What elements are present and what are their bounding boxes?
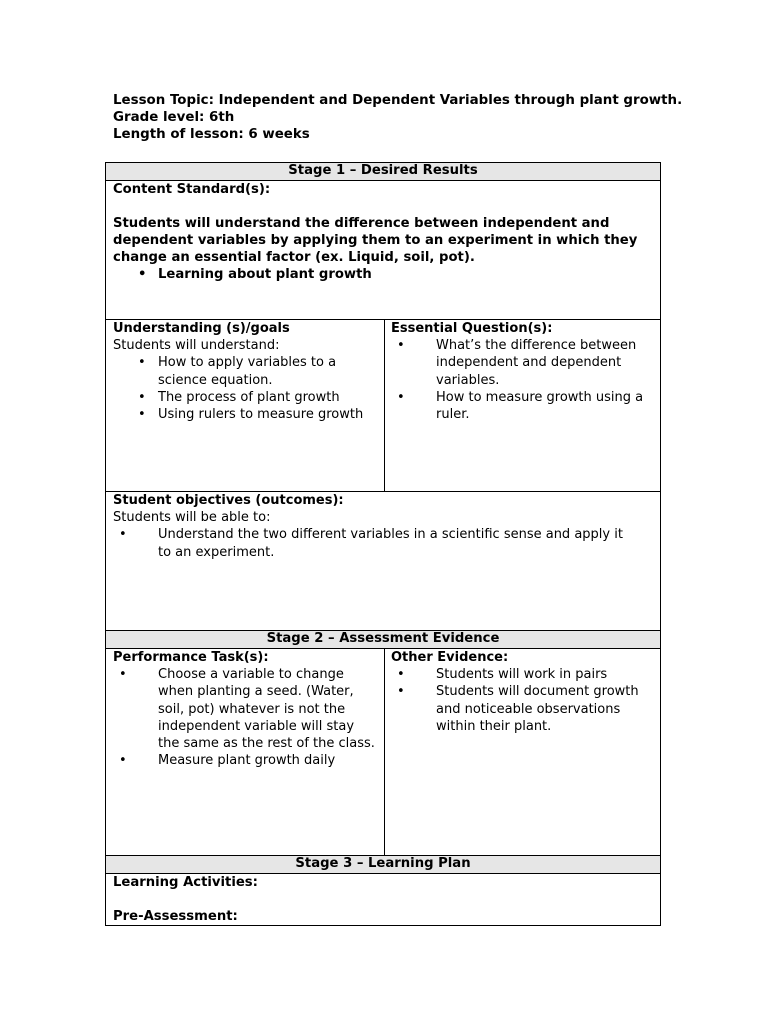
objectives-intro: Students will be able to: (113, 510, 271, 526)
content-standards-list (113, 266, 653, 283)
content-standards-label: Content Standard(s): (113, 182, 271, 197)
list-item: • Students will document growth and noticeable observations within their plant. (391, 683, 653, 735)
objectives-list (113, 526, 653, 560)
objectives-section (106, 492, 660, 631)
objectives-label: Student objectives (outcomes): (113, 493, 344, 508)
other-evidence-list (391, 666, 653, 735)
content-standards-text: Students will understand the difference between independent and dependent variables by applying them to an experiment in which they change an essential factor (ex. Liquid, soil, pot). (113, 216, 638, 265)
list-item: • Measure plant growth daily (113, 752, 377, 769)
list-item: • How to measure growth using a ruler. (391, 389, 653, 423)
lesson-length: Length of lesson: 6 weeks (113, 127, 310, 142)
lesson-topic: Lesson Topic: Independent and Dependent Variables through plant growth. (113, 93, 683, 108)
stage1-heading: Stage 1 – Desired Results (106, 163, 660, 181)
list-item: • Using rulers to measure growth (113, 406, 377, 423)
understanding-row (106, 320, 660, 492)
list-item: • Understand the two different variables in a scientific sense and apply it to an experiment. (113, 526, 633, 560)
list-item: • Choose a variable to change when planting a seed. (Water, soil, pot) whatever is not the independent variable will stay the same as the rest of the class. (113, 666, 377, 752)
other-evidence-cell (384, 649, 660, 735)
list-item: • How to apply variables to a science equation. (113, 354, 377, 388)
stage2-heading: Stage 2 – Assessment Evidence (106, 631, 660, 649)
essential-questions-cell (384, 320, 660, 423)
pre-assessment-label: Pre-Assessment: (113, 909, 238, 924)
understanding-cell (106, 320, 384, 423)
assessment-row (106, 649, 660, 856)
other-evidence-label: Other Evidence: (391, 650, 509, 665)
lesson-plan-table (105, 162, 661, 926)
learning-plan-section (106, 874, 660, 925)
understanding-intro: Students will understand: (113, 338, 280, 354)
list-item: • The process of plant growth (113, 389, 377, 406)
performance-task-label: Performance Task(s): (113, 650, 269, 665)
essential-questions-list (391, 337, 653, 423)
list-item: • Students will work in pairs (391, 666, 653, 683)
list-item: • What’s the difference between independent and dependent variables. (391, 337, 653, 389)
stage3-heading: Stage 3 – Learning Plan (106, 856, 660, 874)
lesson-header (113, 92, 682, 143)
learning-activities-label: Learning Activities: (113, 875, 258, 890)
essential-questions-label: Essential Question(s): (391, 321, 553, 336)
grade-level: Grade level: 6th (113, 110, 235, 125)
understanding-label: Understanding (s)/goals (113, 321, 290, 336)
understanding-list (113, 354, 377, 423)
performance-task-cell (106, 649, 384, 769)
performance-task-list (113, 666, 377, 769)
list-item: • Learning about plant growth (113, 266, 653, 283)
content-standards-section (106, 181, 660, 320)
